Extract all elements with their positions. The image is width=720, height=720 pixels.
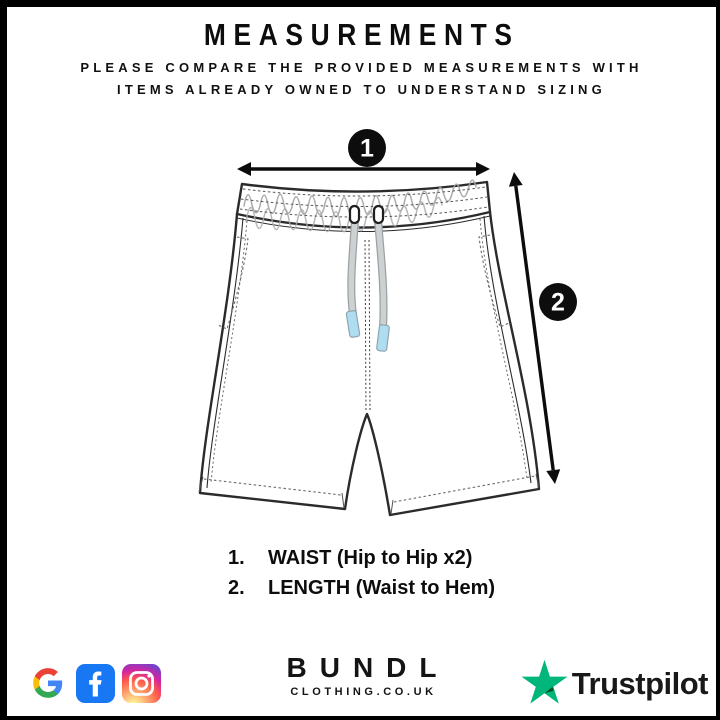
waist-badge-number: 1 xyxy=(360,134,374,163)
facebook-icon[interactable] xyxy=(76,664,115,703)
shorts-illustration xyxy=(150,122,590,527)
header xyxy=(7,17,716,101)
legend-number: 2. xyxy=(227,577,245,599)
brand-logo xyxy=(274,652,450,698)
page-title: MEASUREMENTS xyxy=(203,17,520,52)
brand-name: BUNDL xyxy=(286,652,450,683)
brand-domain: CLOTHING.CO.UK xyxy=(290,686,437,698)
legend-item-waist xyxy=(228,543,495,573)
right-eyelet xyxy=(374,206,383,223)
legend-number: 1. xyxy=(227,547,245,569)
length-badge-number: 2 xyxy=(551,288,565,317)
shorts-diagram xyxy=(150,122,590,527)
trustpilot-star-icon xyxy=(521,658,568,710)
trustpilot-logo[interactable] xyxy=(521,658,708,710)
subtitle-line-1: PLEASE COMPARE THE PROVIDED MEASUREMENTS WITH xyxy=(80,60,643,75)
length-badge xyxy=(539,283,577,321)
waist-badge xyxy=(348,129,386,167)
legend-label: LENGTH (Waist to Hem) xyxy=(267,577,496,599)
social-icons xyxy=(27,662,161,704)
legend-label: WAIST (Hip to Hip x2) xyxy=(267,547,473,569)
google-icon[interactable] xyxy=(27,662,69,704)
left-eyelet xyxy=(350,206,359,223)
subtitle-line-2: ITEMS ALREADY OWNED TO UNDERSTAND SIZING xyxy=(117,82,606,97)
legend-item-length xyxy=(228,573,495,603)
trustpilot-wordmark: Trustpilot xyxy=(571,666,708,701)
subtitle xyxy=(7,57,716,101)
legend xyxy=(7,543,716,603)
footer xyxy=(7,652,716,716)
instagram-icon[interactable] xyxy=(122,664,161,703)
